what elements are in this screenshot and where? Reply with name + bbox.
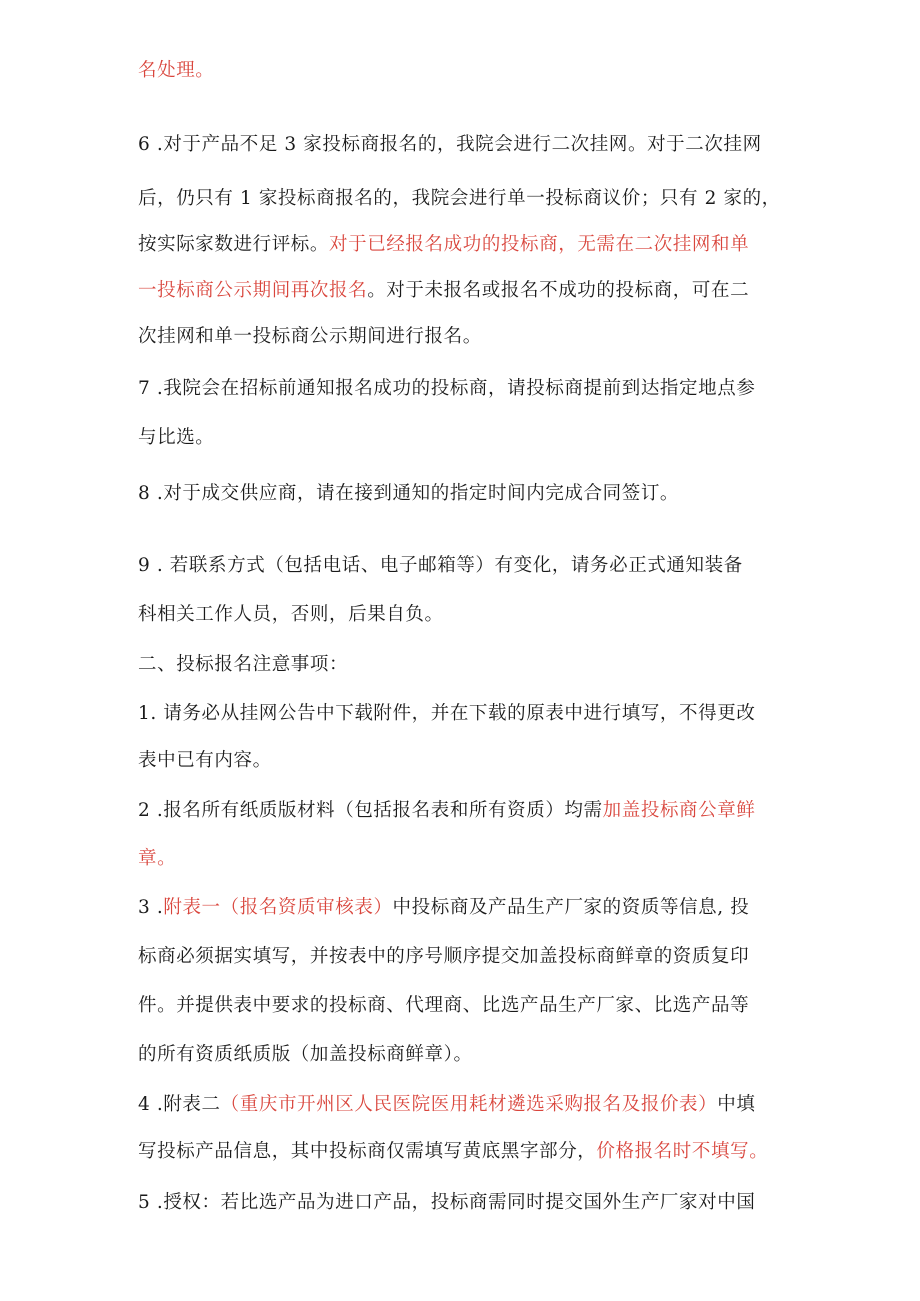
line-segment: 1. 请务必从挂网公告中下载附件，并在下载的原表中进行填写，不得更改	[138, 703, 756, 724]
text-line	[138, 185, 781, 213]
line-segment: 表中已有内容。	[138, 750, 272, 771]
text-line	[138, 943, 749, 971]
text-line	[138, 1189, 755, 1217]
text-line	[138, 700, 755, 728]
line-segment: 。对于未报名或报名不成功的投标商，可在二	[367, 280, 750, 301]
line-segment: 加盖投标商公章鲜	[602, 800, 756, 821]
text-line	[138, 57, 214, 85]
line-segment: 与比选。	[138, 427, 215, 448]
line-segment: 件。并提供表中要求的投标商、代理商、比选产品生产厂家、比选产品等	[138, 995, 750, 1016]
line-segment: 价格报名时不填写。	[596, 1141, 769, 1162]
text-line	[138, 131, 762, 159]
line-segment: 9 . 若联系方式（包括电话、电子邮箱等）有变化，请务必正式通知装备	[138, 555, 743, 576]
text-line	[138, 1138, 768, 1166]
text-line	[138, 375, 755, 403]
text-line	[138, 1041, 473, 1069]
line-segment: 名处理。	[138, 60, 215, 81]
line-segment: 中投标商及产品生产厂家的资质等信息, 投	[392, 897, 750, 918]
text-line	[138, 845, 176, 873]
line-segment: 二、投标报名注意事项：	[138, 654, 349, 675]
text-line	[138, 424, 214, 452]
line-segment: 的所有资质纸质版（加盖投标商鲜章）。	[138, 1044, 473, 1065]
line-segment: 2 .报名所有纸质版材料（包括报名表和所有资质）均需	[138, 800, 603, 821]
line-segment: 次挂网和单一投标商公示期间进行报名。	[138, 326, 482, 347]
line-segment: 附表一（报名资质审核表）	[163, 897, 393, 918]
line-segment: 中填	[717, 1094, 756, 1115]
line-segment: 对于已经报名成功的投标商，无需在二次挂网和单	[329, 234, 750, 255]
text-line	[138, 552, 743, 580]
text-line	[138, 894, 749, 922]
line-segment: 8 .对于成交供应商，请在接到通知的指定时间内完成合同签订。	[138, 483, 680, 504]
text-line	[138, 747, 272, 775]
text-line	[138, 992, 749, 1020]
line-segment: 6 .对于产品不足 3 家投标商报名的，我院会进行二次挂网。对于二次挂网	[138, 134, 762, 155]
line-segment: 4 .附表二	[138, 1094, 221, 1115]
line-segment: 一投标商公示期间再次报名	[138, 280, 368, 301]
line-segment: 7 .我院会在招标前通知报名成功的投标商，请投标商提前到达指定地点参	[138, 378, 756, 399]
line-segment: 按实际家数进行评标。	[138, 234, 330, 255]
section-heading	[138, 651, 348, 679]
line-segment: 5 .授权：若比选产品为进口产品，投标商需同时提交国外生产厂家对中国	[138, 1192, 756, 1213]
line-segment: 写投标产品信息，其中投标商仅需填写黄底黑字部分，	[138, 1141, 597, 1162]
text-line	[138, 480, 679, 508]
text-line	[138, 797, 755, 825]
line-segment: 科相关工作人员，否则，后果自负。	[138, 604, 444, 625]
line-segment: 章。	[138, 848, 177, 869]
line-segment: 标商必须据实填写，并按表中的序号顺序提交加盖投标商鲜章的资质复印	[138, 946, 750, 967]
text-line	[138, 323, 482, 351]
text-line	[138, 1091, 755, 1119]
line-segment: 后，仍只有 1 家投标商报名的，我院会进行单一投标商议价；只有 2 家的，	[138, 188, 781, 209]
text-line	[138, 601, 444, 629]
text-line	[138, 277, 749, 305]
line-segment: 3 .	[138, 897, 164, 918]
line-segment: （重庆市开州区人民医院医用耗材遴选采购报名及报价表）	[220, 1094, 718, 1115]
text-line	[138, 231, 749, 259]
